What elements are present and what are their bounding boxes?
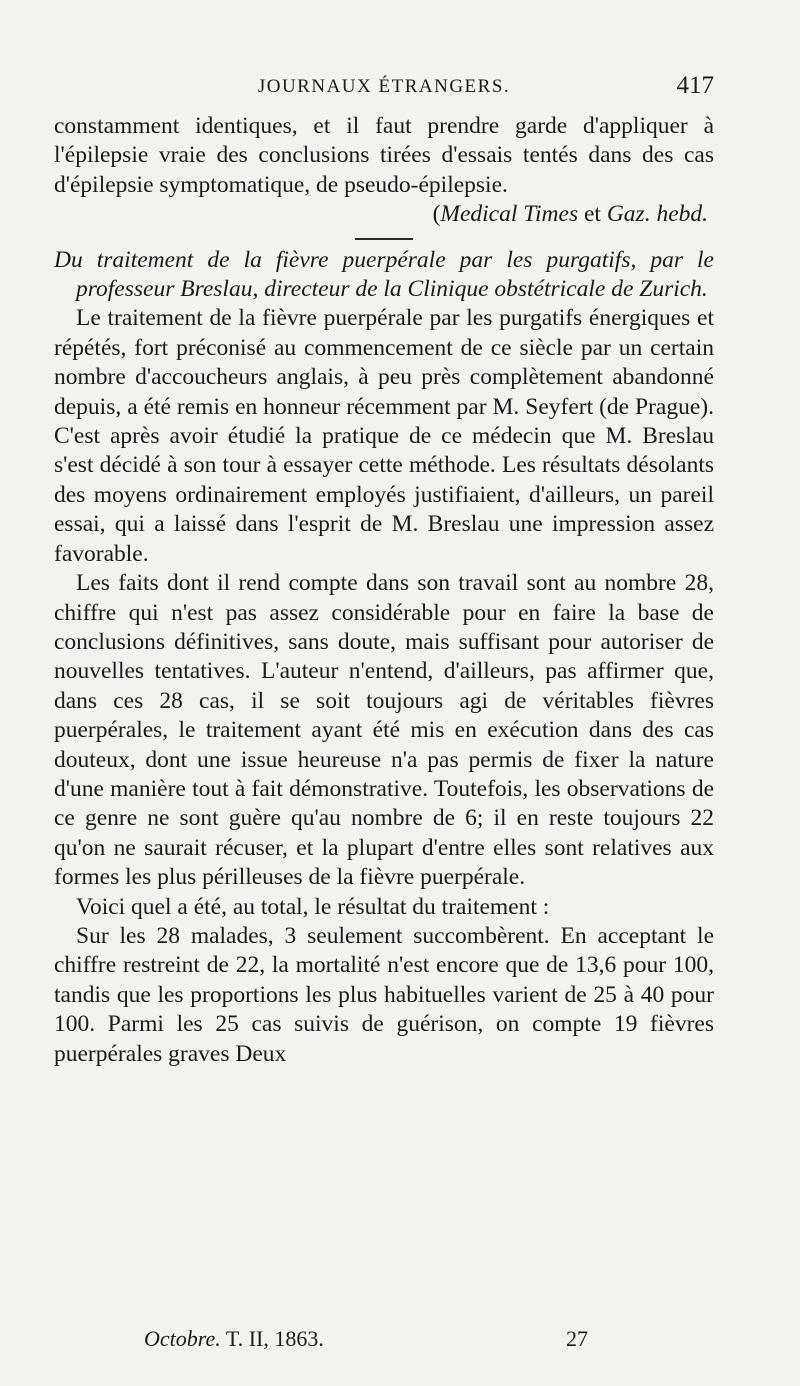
footer-volume: T. II, 1863. — [225, 1326, 324, 1351]
source-conjunction: et — [578, 201, 607, 228]
footer-month: Octobre. — [144, 1326, 221, 1351]
page-header — [54, 72, 714, 108]
article-paragraph-2: Les faits dont il rend compte dans son travail sont au nombre 28, chiffre qui n'est pas assez considérable pour en faire la base de conclusions définitives, sans doute, mais suffisant pour autoriser de nouvelles tentatives. L'auteur n'entend, d'ailleurs, pas affirmer que, dans ces 28 cas, il se soit toujours agi de véritables fièvres puerpérales, le traitement ayant été mis en exécution dans des cas douteux, dont une issue heureuse n'a pas permis de fixer la nature d'une manière tout à fait démonstrative. Toutefois, les observations de ce genre ne sont guère qu'au nombre de 6; il en reste toujours 22 qu'on ne saurait récuser, et la plupart d'entre elles sont relatives aux formes les plus périlleuses de la fièvre puerpérale. — [54, 570, 714, 891]
source-open-paren: ( — [432, 201, 441, 228]
signature-mark: 27 — [566, 1326, 588, 1351]
source-journal-2: Gaz. hebd. — [606, 201, 708, 228]
footer-signature — [144, 1326, 324, 1352]
continued-paragraph: constamment identiques, et il faut prendre garde d'appliquer à l'épilepsie vraie des conclusions tirées d'essais tentés dans des cas d'épilepsie symptomatique, de pseudo-épilepsie. — [54, 113, 714, 198]
article-paragraph-4: Sur les 28 malades, 3 seulement succombèrent. En acceptant le chiffre restreint de 22, la mortalité n'est encore que de 13,6 pour 100, tandis que les proportions les plus habituelles varient de 25 à 40 pour 100. Parmi les 25 cas suivis de guérison, on compte 19 fièvres puerpérales graves Deux — [54, 922, 714, 1067]
source-citation — [54, 200, 714, 229]
source-journal-1: Medical Times — [440, 201, 579, 228]
section-divider — [355, 238, 413, 240]
page-body — [54, 112, 714, 1069]
page-number: 417 — [676, 72, 714, 99]
article-title: Du traitement de la fièvre puerpérale par les purgatifs, par le professeur Breslau, directeur de la Clinique obstétricale de Zurich. — [54, 246, 714, 303]
running-title: JOURNAUX ÉTRANGERS. — [257, 76, 511, 97]
article-paragraph-1: Le traitement de la fièvre puerpérale par les purgatifs énergiques et répétés, fort préconisé au commencement de ce siècle par un certain nombre d'accoucheurs anglais, à peu près complètement abandonné depuis, a été remis en honneur récemment par M. Seyfert (de Prague). C'est après avoir étudié la pratique de ce médecin que M. Breslau s'est décidé à son tour à essayer cette méthode. Les résultats désolants des moyens ordinairement employés justifiaient, d'ailleurs, un pareil essai, qui a laissé dans l'esprit de M. Breslau une impression assez favorable. — [54, 305, 714, 567]
page-footer — [54, 1326, 714, 1356]
article-paragraph-3: Voici quel a été, au total, le résultat du traitement : — [76, 893, 550, 920]
